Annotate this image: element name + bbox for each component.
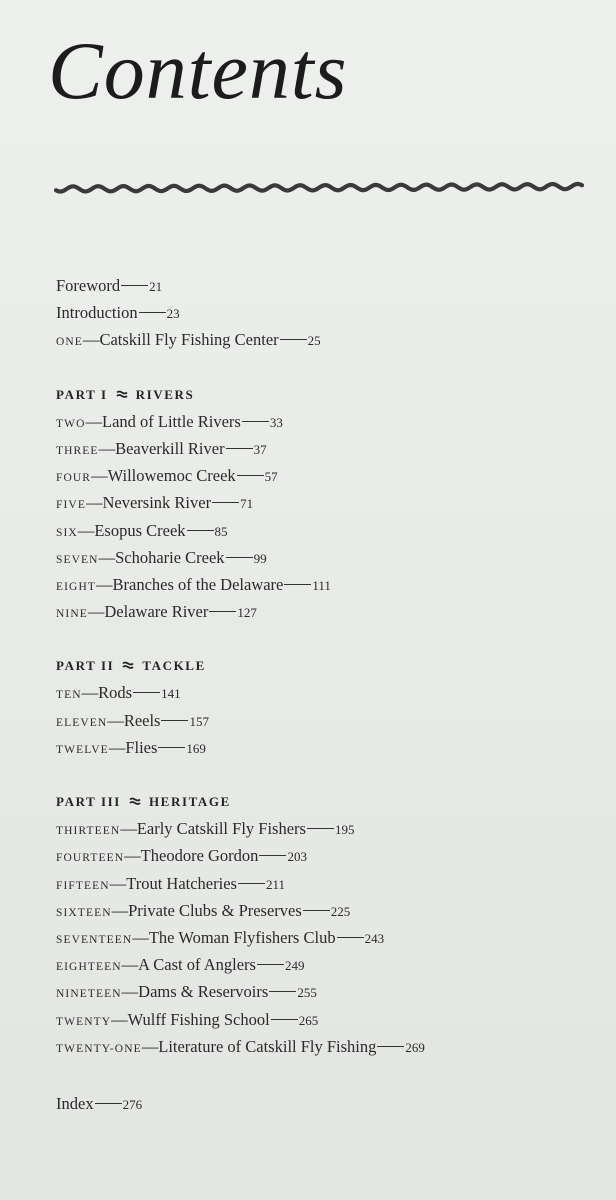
toc-entry[interactable]: EIGHTEEN—A Cast of Anglers 249	[56, 955, 305, 975]
leader-line	[121, 285, 148, 286]
leader-line	[95, 1103, 122, 1104]
chapter-number: TWENTY-ONE	[56, 1042, 142, 1055]
entry-title: Rods	[98, 683, 133, 703]
entry-title: Theodore Gordon	[140, 846, 259, 866]
leader-line	[226, 557, 253, 558]
leader-line	[187, 530, 214, 531]
toc-entry[interactable]: SIXTEEN—Private Clubs & Preserves 225	[56, 900, 351, 920]
part-iii-chapters	[56, 815, 596, 1060]
page-title: Contents	[48, 25, 348, 116]
entry-title: Branches of the Delaware	[112, 574, 284, 594]
leader-line	[133, 692, 160, 693]
toc-entry-foreword[interactable]	[56, 272, 596, 299]
toc-entry[interactable]: SEVENTEEN—The Woman Flyfishers Club 243	[56, 927, 385, 947]
toc-entry-introduction[interactable]	[56, 299, 596, 326]
toc-entry[interactable]: TWELVE—Flies 169	[56, 737, 206, 757]
chapter-number: FOUR	[56, 472, 92, 485]
entry-page: 255	[297, 985, 317, 1001]
wave-divider-icon	[54, 178, 584, 198]
toc-entry-chapter-one[interactable]: ONE—Catskill Fly Fishing Center 25	[56, 330, 321, 350]
chapter-number: SIXTEEN	[56, 906, 112, 919]
entry-title: Literature of Catskill Fly Fishing	[158, 1036, 377, 1056]
entry-page: 276	[122, 1096, 143, 1112]
part-label: PART II	[56, 658, 115, 674]
toc-entry[interactable]: TWENTY—Wulff Fishing School 265	[56, 1009, 319, 1029]
entry-title: Neversink River	[102, 493, 212, 513]
entry-title: Delaware River	[104, 602, 209, 622]
leader-line	[337, 937, 364, 938]
entry-page: 225	[330, 903, 351, 919]
entry-page: 265	[298, 1012, 319, 1028]
entry-title: Flies	[125, 737, 158, 757]
leader-line	[139, 312, 166, 313]
entry-page: 57	[264, 469, 278, 485]
entry-page: 211	[265, 876, 285, 892]
toc-entry[interactable]: NINE—Delaware River 127	[56, 602, 257, 622]
entry-title: Wulff Fishing School	[127, 1009, 270, 1029]
toc-entry[interactable]: FOUR—Willowemoc Creek 57	[56, 466, 278, 486]
wave-ornament-icon	[129, 796, 141, 806]
toc-entry[interactable]: TWENTY-ONE—Literature of Catskill Fly Fishing 269	[56, 1036, 425, 1056]
leader-line	[377, 1046, 404, 1047]
toc-entry[interactable]: FIVE—Neversink River 71	[56, 493, 254, 513]
chapter-number: EIGHT	[56, 580, 96, 593]
entry-page: 127	[237, 605, 257, 621]
leader-line	[280, 339, 307, 340]
entry-page: 249	[284, 958, 305, 974]
chapter-number: THIRTEEN	[56, 825, 121, 838]
entry-page: 99	[253, 550, 267, 566]
toc-entry[interactable]: NINETEEN—Dams & Reservoirs 255	[56, 982, 317, 1002]
toc-entry[interactable]: EIGHT—Branches of the Delaware 111	[56, 574, 331, 594]
entry-title: Willowemoc Creek	[107, 466, 236, 486]
wave-ornament-icon	[122, 660, 134, 670]
leader-line	[303, 910, 330, 911]
entry-page: 141	[161, 686, 181, 702]
chapter-number: NINETEEN	[56, 988, 122, 1001]
chapter-number: TWO	[56, 417, 86, 430]
entry-title: The Woman Flyfishers Club	[148, 927, 336, 947]
entry-page: 169	[186, 740, 206, 756]
entry-title: Schoharie Creek	[115, 547, 225, 567]
chapter-number: TEN	[56, 689, 82, 702]
chapter-number: SEVEN	[56, 553, 99, 566]
chapter-number: ONE	[56, 336, 83, 349]
leader-line	[158, 747, 185, 748]
toc-entry[interactable]: SEVEN—Schoharie Creek 99	[56, 547, 267, 567]
entry-page: 37	[253, 441, 267, 457]
leader-line	[284, 584, 311, 585]
toc-entry[interactable]: THIRTEEN—Early Catskill Fly Fishers 195	[56, 819, 355, 839]
toc-entry[interactable]: FIFTEEN—Trout Hatcheries 211	[56, 873, 285, 893]
part-heading-tackle	[56, 652, 596, 679]
entry-page: 111	[312, 577, 331, 593]
entry-page: 243	[364, 930, 385, 946]
entry-title: Catskill Fly Fishing Center	[99, 330, 279, 350]
part-ii-chapters	[56, 679, 596, 761]
leader-line	[209, 611, 236, 612]
leader-line	[237, 475, 264, 476]
entry-title: Dams & Reservoirs	[138, 982, 269, 1002]
leader-line	[269, 991, 296, 992]
entry-page: 21	[149, 279, 163, 294]
entry-title: Reels	[123, 710, 161, 730]
entry-title: Introduction	[56, 303, 138, 323]
chapter-number: NINE	[56, 608, 88, 621]
leader-line	[259, 855, 286, 856]
chapter-number: FIVE	[56, 499, 86, 512]
entry-page: 25	[307, 333, 321, 349]
toc-entry[interactable]: TWO—Land of Little Rivers 33	[56, 411, 283, 431]
table-of-contents	[56, 272, 596, 1117]
entry-page: 85	[214, 523, 228, 539]
entry-page: 157	[189, 713, 209, 729]
entry-page: 23	[166, 306, 180, 322]
entry-title: Early Catskill Fly Fishers	[136, 819, 306, 839]
chapter-number: EIGHTEEN	[56, 961, 122, 974]
toc-entry-index[interactable]	[56, 1090, 596, 1117]
leader-line	[271, 1019, 298, 1020]
entry-title: Esopus Creek	[94, 520, 186, 540]
part-label: PART I	[56, 386, 108, 402]
part-heading-rivers	[56, 381, 596, 408]
entry-title: Trout Hatcheries	[126, 873, 237, 893]
leader-line	[226, 448, 253, 449]
part-name: TACKLE	[142, 658, 206, 674]
entry-title: Foreword	[56, 276, 121, 295]
entry-title: Land of Little Rivers	[101, 411, 241, 431]
leader-line	[242, 421, 269, 422]
chapter-number: FOURTEEN	[56, 852, 125, 865]
leader-line	[307, 828, 334, 829]
chapter-number: FIFTEEN	[56, 879, 110, 892]
chapter-number: ELEVEN	[56, 716, 108, 729]
toc-entry[interactable]: SIX—Esopus Creek 85	[56, 520, 228, 540]
part-label: PART III	[56, 794, 121, 809]
chapter-number: SIX	[56, 526, 78, 539]
entry-page: 195	[334, 822, 355, 838]
leader-line	[238, 883, 265, 884]
entry-page: 71	[240, 496, 254, 512]
part-i-chapters	[56, 408, 596, 626]
toc-entry[interactable]: THREE—Beaverkill River 37	[56, 438, 267, 458]
leader-line	[257, 964, 284, 965]
part-name: HERITAGE	[148, 794, 231, 809]
chapter-number: SEVENTEEN	[56, 933, 133, 946]
entry-title: A Cast of Anglers	[138, 955, 256, 975]
entry-title: Private Clubs & Preserves	[128, 900, 302, 920]
wave-ornament-icon	[116, 389, 128, 399]
toc-entry[interactable]: FOURTEEN—Theodore Gordon 203	[56, 846, 307, 866]
entry-title: Index	[56, 1093, 94, 1113]
entry-page: 33	[269, 414, 283, 430]
part-heading-heritage	[56, 788, 596, 815]
entry-page: 203	[287, 849, 307, 865]
entry-title: Beaverkill River	[115, 438, 225, 458]
toc-entry[interactable]: TEN—Rods 141	[56, 683, 181, 703]
chapter-number: TWENTY	[56, 1015, 112, 1028]
chapter-number: THREE	[56, 444, 99, 457]
toc-entry[interactable]: ELEVEN—Reels 157	[56, 710, 209, 730]
entry-page: 269	[405, 1039, 425, 1055]
part-name: RIVERS	[135, 386, 195, 402]
leader-line	[212, 502, 239, 503]
chapter-number: TWELVE	[56, 743, 109, 756]
leader-line	[161, 720, 188, 721]
